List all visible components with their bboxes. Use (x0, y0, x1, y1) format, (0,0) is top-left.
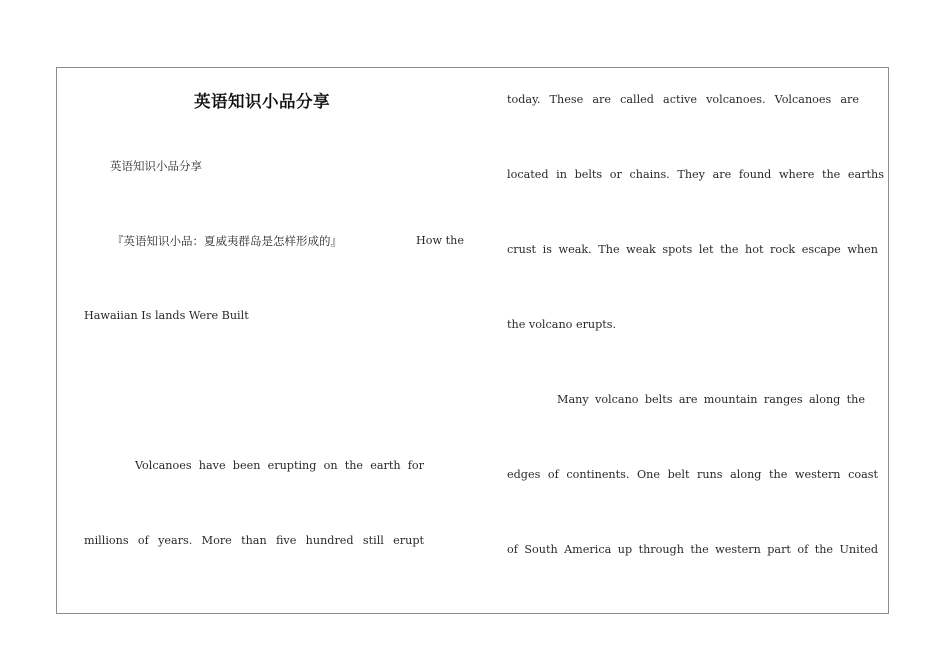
paragraph-line: today. These are called active volcanoes. Volcanoes are (507, 93, 859, 106)
paragraph-line: Many volcano belts are mountain ranges along the (557, 393, 865, 406)
paragraph-line: edges of continents. One belt runs along the western coast (507, 468, 878, 481)
heading-english-end: Hawaiian Is lands Were Built (84, 309, 249, 322)
paragraph-line: Volcanoes have been erupting on the earth for (135, 459, 424, 472)
document-title: 英语知识小品分享 (194, 92, 330, 111)
paragraph-line: the volcano erupts. (507, 318, 617, 331)
subtitle: 英语知识小品分享 (110, 159, 202, 173)
page-border (56, 67, 889, 614)
heading-english-start: How the (416, 234, 464, 247)
paragraph-line: millions of years. More than five hundred still erupt (84, 534, 424, 547)
paragraph-line: located in belts or chains. They are found where the earths (507, 168, 884, 181)
paragraph-line: of South America up through the western part of the United (507, 543, 878, 556)
paragraph-line: crust is weak. The weak spots let the hot rock escape when (507, 243, 878, 256)
heading-chinese: 『英语知识小品：夏威夷群岛是怎样形成的』 (112, 234, 342, 248)
